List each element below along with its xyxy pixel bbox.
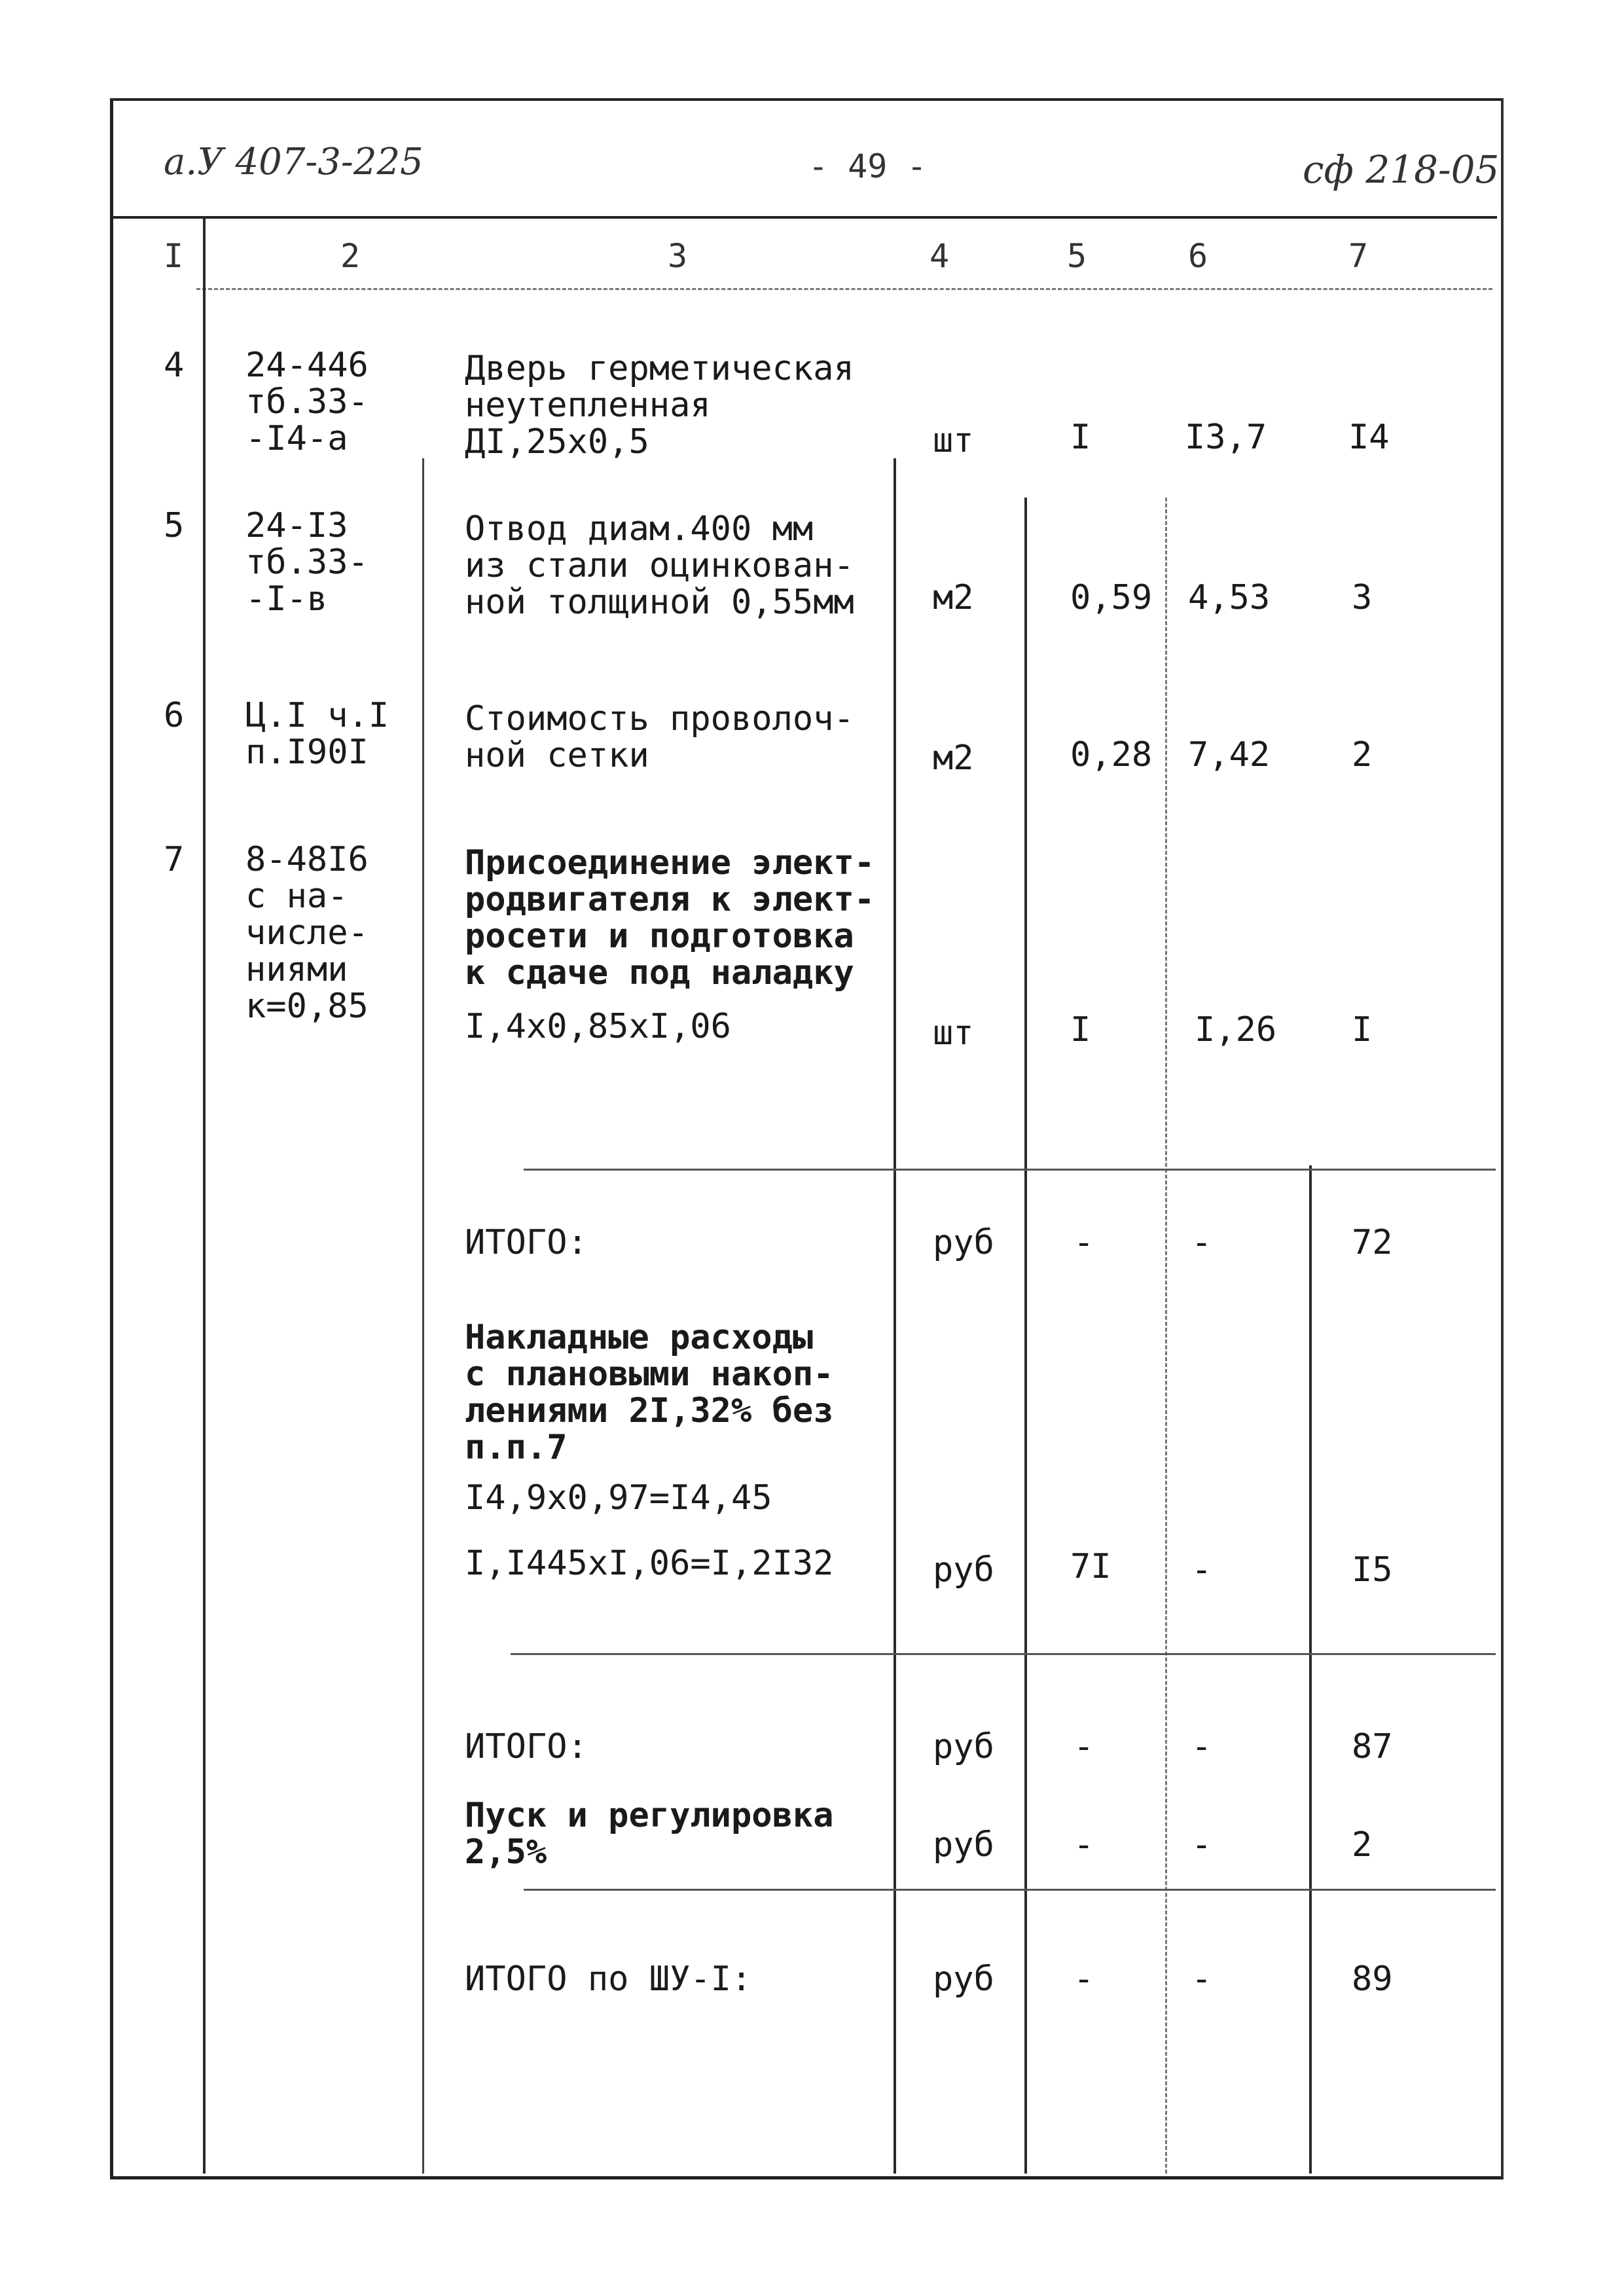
row-total: 3 [1352, 578, 1373, 617]
header-divider [113, 216, 1497, 219]
grand-total-qty: - [1074, 1959, 1094, 1999]
itogo-price: - [1191, 1223, 1212, 1262]
overhead-unit: руб [933, 1550, 994, 1590]
row-unit: м2 [933, 578, 974, 617]
row-qty: I [1070, 418, 1091, 457]
subtotal-rule [524, 1169, 1496, 1171]
col-line-4 [1024, 498, 1027, 2174]
col-line-2 [422, 458, 424, 2174]
grand-total-label: ИТОГО по ШУ-I: [465, 1959, 752, 1999]
itogo2-qty: - [1074, 1727, 1094, 1766]
grand-total-total: 89 [1352, 1959, 1393, 1999]
row-code: 24-446 тб.33- -I4-а [245, 346, 369, 458]
overhead-label: Накладные расходы с плановыми накоп- лениями 2I,32% без п.п.7 [465, 1318, 834, 1467]
col-line-5 [1165, 498, 1167, 2174]
overhead-qty: 7I [1070, 1547, 1111, 1586]
overhead-total: I5 [1352, 1550, 1393, 1590]
row-price: 7,42 [1188, 735, 1271, 774]
overhead-formula-2: I,I445хI,06=I,2I32 [465, 1544, 834, 1583]
startup-unit: руб [933, 1825, 994, 1865]
col-line-6 [1309, 1165, 1312, 2174]
itogo2-unit: руб [933, 1727, 994, 1766]
page-number: - 49 - [808, 147, 927, 185]
subtotal-rule-2 [511, 1653, 1496, 1655]
col-num-3: 3 [668, 237, 688, 275]
itogo2-price: - [1191, 1727, 1212, 1766]
row-code: 8-48I6 с на- числе- ниями к=0,85 [245, 840, 369, 1026]
itogo-unit: руб [933, 1223, 994, 1262]
row-name: Отвод диам.400 мм из стали оцинкован- ной толщиной 0,55мм [465, 509, 854, 622]
col-num-7: 7 [1348, 237, 1369, 275]
col-line-1 [203, 216, 206, 2174]
col-num-1: I [164, 237, 184, 275]
col-num-6: 6 [1188, 237, 1208, 275]
row-name: Дверь герметическая неутепленная ДI,25х0,5 [465, 349, 854, 462]
doc-code: а.У 407-3-225 [164, 141, 424, 183]
row-name: Стоимость проволоч- ной сетки [465, 699, 854, 775]
row-price: I3,7 [1185, 418, 1267, 457]
row-formula: I,4х0,85хI,06 [465, 1007, 731, 1046]
row-unit: м2 [933, 738, 974, 778]
row-total: I [1352, 1010, 1373, 1049]
row-num: 5 [164, 506, 185, 545]
itogo-total: 72 [1352, 1223, 1393, 1262]
col-line-3 [893, 458, 896, 2174]
colnum-divider [196, 288, 1492, 290]
itogo-label: ИТОГО: [465, 1223, 588, 1262]
row-num: 7 [164, 840, 185, 879]
col-num-4: 4 [929, 237, 950, 275]
row-num: 4 [164, 346, 185, 385]
row-num: 6 [164, 696, 185, 735]
itogo2-total: 87 [1352, 1727, 1393, 1766]
startup-total: 2 [1352, 1825, 1373, 1865]
col-num-2: 2 [340, 237, 361, 275]
subtotal-rule-3 [524, 1889, 1496, 1891]
row-price: I,26 [1195, 1010, 1277, 1049]
col-num-5: 5 [1067, 237, 1087, 275]
row-qty: 0,28 [1070, 735, 1153, 774]
startup-qty: - [1074, 1825, 1094, 1865]
itogo-qty: - [1074, 1223, 1094, 1262]
row-unit: шт [933, 421, 974, 460]
row-price: 4,53 [1188, 578, 1271, 617]
row-code: 24-I3 тб.33- -I-в [245, 506, 369, 619]
row-total: I4 [1348, 418, 1390, 457]
row-qty: I [1070, 1010, 1091, 1049]
startup-label: Пуск и регулировка 2,5% [465, 1796, 834, 1872]
row-total: 2 [1352, 735, 1373, 774]
grand-total-unit: руб [933, 1959, 994, 1999]
startup-price: - [1191, 1825, 1212, 1865]
overhead-formula-1: I4,9х0,97=I4,45 [465, 1478, 772, 1518]
row-code: Ц.I ч.I п.I90I [245, 696, 389, 772]
itogo2-label: ИТОГО: [465, 1727, 588, 1766]
row-name: Присоединение элект- родвигателя к элект- росети и подготовка к сдаче под наладку [465, 843, 875, 993]
grand-total-price: - [1191, 1959, 1212, 1999]
sheet-code: сф 218-05 [1303, 147, 1500, 192]
overhead-price: - [1191, 1550, 1212, 1590]
row-qty: 0,59 [1070, 578, 1153, 617]
row-unit: шт [933, 1013, 974, 1053]
